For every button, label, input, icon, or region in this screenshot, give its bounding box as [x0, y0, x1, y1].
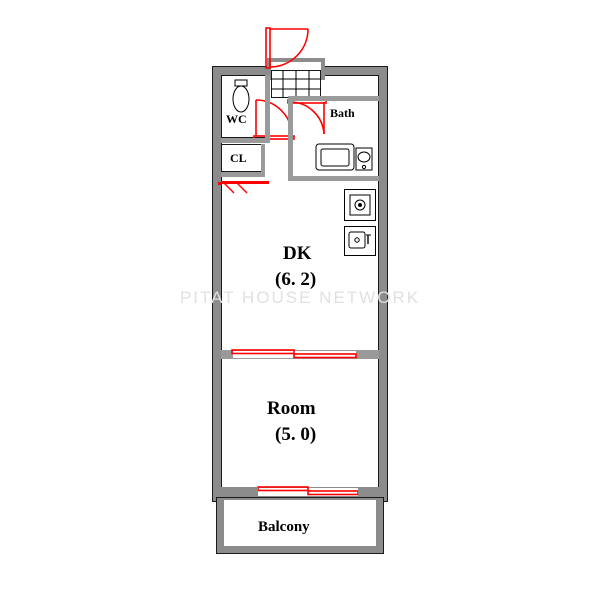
entrance-tile-hatch	[271, 70, 321, 98]
kitchen-sink-fixture-icon	[344, 226, 376, 256]
room-label: Room	[267, 398, 316, 419]
toilet-fixture-icon	[230, 80, 252, 114]
room-corner-block-right	[358, 487, 379, 497]
room-sliding-door-icon	[232, 349, 358, 360]
wc-cl-divider-wall	[221, 138, 270, 143]
balcony-label: Balcony	[258, 519, 310, 535]
bath-swing-door-icon	[288, 98, 332, 138]
room-size-label: (5. 0)	[275, 424, 317, 445]
balcony-sliding-door-icon	[258, 486, 360, 497]
room-corner-block-left	[221, 487, 258, 497]
bath-top-wall	[288, 96, 379, 101]
bath-label: Bath	[330, 106, 355, 120]
dk-label: DK	[283, 243, 312, 264]
entrance-swing-door-icon	[262, 26, 324, 70]
stove-fixture-icon	[344, 189, 376, 221]
bath-left-wall	[288, 100, 293, 180]
dk-size-label: (6. 2)	[275, 269, 317, 290]
watermark-text: PITAT HOUSE NETWORK	[179, 288, 421, 307]
closet-door-swing-icon	[222, 181, 252, 195]
cl-label: CL	[230, 151, 247, 165]
bath-bottom-wall	[288, 176, 379, 181]
bathtub-fixture-icon	[316, 140, 376, 176]
wc-right-wall	[265, 75, 270, 138]
cl-right-wall	[261, 144, 265, 177]
cl-bottom-wall	[221, 172, 265, 177]
dk-window-opening	[218, 182, 222, 185]
wc-label: WC	[226, 112, 247, 126]
